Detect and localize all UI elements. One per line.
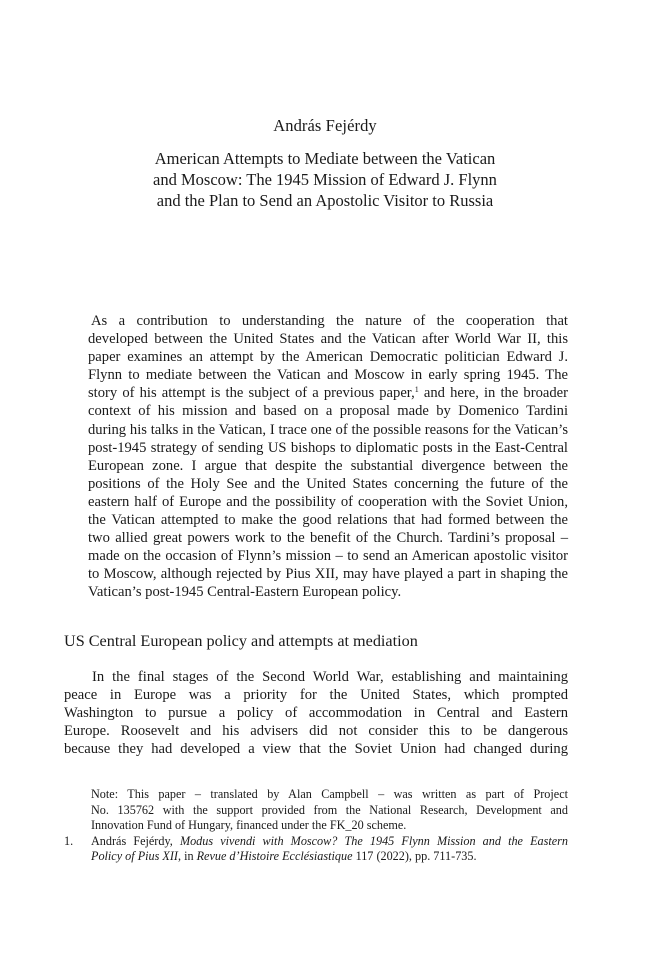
abstract-line: context of his mission and based on a proposal made by Domenico Tardini — [88, 403, 568, 420]
body-line: Europe. Roosevelt and his advisers did not consider this to be dangerous — [64, 723, 568, 740]
footnote-1 — [64, 834, 568, 865]
abstract-line: eastern half of Europe and the possibility of cooperation with the Soviet Union, — [88, 493, 568, 510]
abstract-line: Flynn to mediate between the Vatican and Moscow in early spring 1945. The — [88, 367, 568, 384]
paper-title — [0, 148, 650, 211]
title-line: and the Plan to Send an Apostolic Visitor to Russia — [156, 191, 494, 210]
body-paragraph — [64, 668, 568, 758]
abstract-line: during his talks in the Vatican, I trace one of the possible reasons for the Vatican’s — [88, 421, 568, 438]
body-line: In the final stages of the Second World War, establishing and maintaining — [92, 669, 568, 685]
abstract — [88, 312, 568, 602]
note-line: Innovation Fund of Hungary, financed under the FK_20 scheme. — [91, 818, 407, 832]
note-line: Note: This paper – translated by Alan Campbell – was written as part of Project — [91, 787, 568, 801]
footnote-number: 1. — [64, 833, 74, 848]
footnote-cited-title: Policy of Pius XII — [91, 849, 178, 863]
section-heading: US Central European policy and attempts at mediation — [64, 632, 418, 650]
body-line: Washington to pursue a policy of accommodation in Central and Eastern — [64, 705, 568, 722]
abstract-line-text: story of his attempt is the subject of a previous paper, — [88, 385, 415, 402]
footnote-text: András Fejérdy, — [91, 833, 180, 848]
author-name: András Fejérdy — [273, 116, 377, 135]
body-line: peace in Europe was a priority for the United States, which prompted — [64, 687, 568, 704]
footnote-reference[interactable]: 1 — [414, 385, 419, 395]
footnote-text: 117 (2022), pp. 711-735. — [352, 849, 477, 863]
abstract-line: Vatican’s post-1945 Central-Eastern European policy. — [88, 584, 402, 601]
footnotes — [64, 787, 568, 865]
abstract-line: to Moscow, although rejected by Pius XII, may have played a part in shaping the — [88, 566, 568, 583]
footnote-cited-title: Modus vivendi with Moscow? The 1945 Flynn Mission and the Eastern — [179, 833, 569, 848]
abstract-line: post-1945 strategy of sending US bishops to diplomatic posts in the East-Central — [88, 439, 568, 456]
title-line: and Moscow: The 1945 Mission of Edward J. Flynn — [153, 170, 497, 189]
abstract-line: developed between the United States and the Vatican after World War II, this — [88, 331, 568, 348]
footnote-line — [91, 849, 568, 865]
title-line: American Attempts to Mediate between the Vatican — [154, 149, 496, 168]
abstract-line: the Vatican attempted to make the good relations that had formed between the — [88, 512, 568, 529]
note-line: No. 135762 with the support provided from the National Research, Development and — [91, 802, 568, 817]
footnote-journal: Revue d’Histoire Ecclésiastique — [196, 849, 353, 863]
abstract-line-text: and here, in the broader — [418, 385, 568, 402]
abstract-line: two allied great powers work to the benefit of the Church. Tardini’s proposal – — [88, 530, 568, 547]
body-line: because they had developed a view that the Soviet Union had changed during — [64, 741, 568, 758]
translation-note — [91, 787, 568, 834]
abstract-line-with-ref — [88, 384, 568, 402]
footnote-line — [91, 834, 568, 850]
abstract-line-text: As a contribution to understanding the nature of the cooperation that — [91, 313, 568, 329]
abstract-line: positions of the Holy See and the United States concerning the future of the — [88, 475, 568, 492]
abstract-line: paper examines an attempt by the American Democratic politician Edward J. — [88, 349, 568, 366]
footnote-text: , in — [177, 849, 197, 863]
abstract-line — [88, 312, 568, 330]
abstract-line: made on the occasion of Flynn’s mission – to send an American apostolic visitor — [88, 548, 568, 565]
abstract-line: European zone. I argue that despite the substantial divergence between the — [88, 457, 568, 474]
